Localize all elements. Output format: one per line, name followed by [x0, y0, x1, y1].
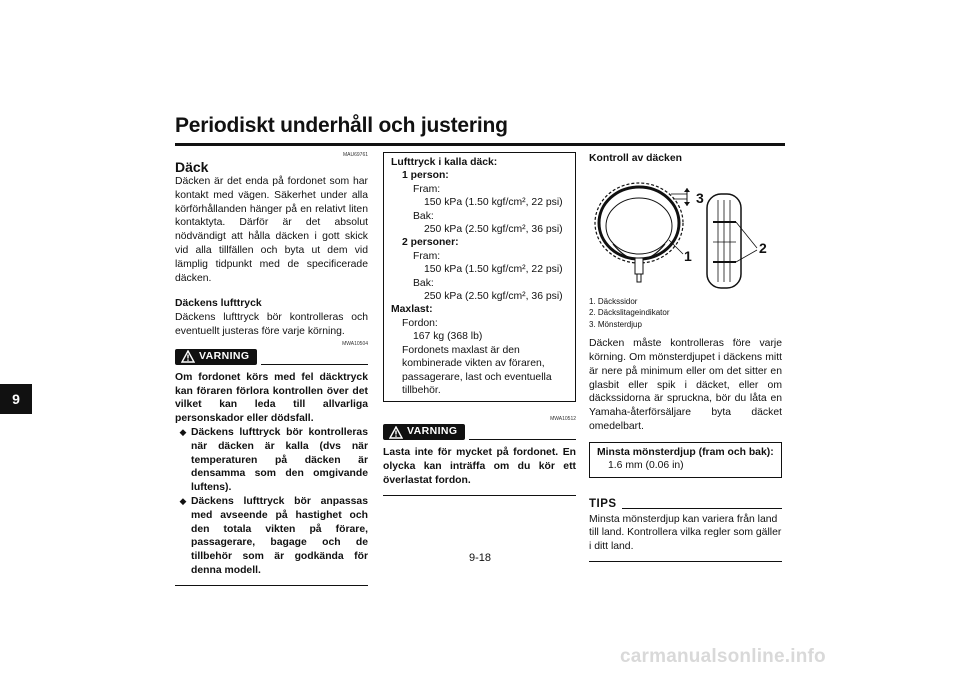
tips-text: Minsta mönsterdjup kan variera från land till land. Kontrollera vilka regler som gäller i ditt land.: [589, 513, 782, 553]
legend-item: 1. Däckssidor: [589, 296, 638, 306]
callout-1: 1: [684, 247, 692, 264]
tire-check-heading: Kontroll av däcken: [589, 153, 682, 164]
rear-value-1: 250 kPa (2.50 kgf/cm², 36 psi): [424, 224, 563, 236]
warning-badge: [175, 349, 257, 365]
figure-legend: [589, 296, 782, 331]
tire-illustration: [589, 166, 782, 292]
warning-badge: [383, 424, 465, 440]
middle-column: [383, 152, 576, 496]
page-number: 9-18: [468, 552, 492, 564]
pressure-paragraph: Däckens lufttryck bör kontrolleras och eventuellt justeras före varje körning.: [175, 312, 368, 337]
page-title: Periodiskt underhåll och justering: [175, 114, 508, 137]
warning-bullet: [175, 495, 368, 578]
section-code: MAU69761: [342, 152, 368, 158]
bullet-text: Däckens lufttryck bör kontrolleras när däcken är kalla (dvs när temperaturen på däcken är densamma som den omgivande luftens).: [191, 426, 368, 494]
warning-header: [383, 423, 576, 441]
warning-label: VARNING: [199, 349, 250, 362]
rear-label: Bak:: [413, 277, 434, 289]
one-person-label: 1 person:: [402, 170, 449, 182]
vehicle-value: 167 kg (368 lb): [413, 331, 483, 343]
legend-item: 2. Däckslitageindikator: [589, 308, 670, 318]
tips-header: [589, 496, 782, 510]
warning-bullet: [175, 426, 368, 495]
bullet-icon: ◆: [179, 495, 187, 506]
warning-end-rule: [175, 585, 368, 586]
rear-label: Bak:: [413, 210, 434, 222]
section-heading: Däck: [175, 159, 209, 175]
two-persons-label: 2 personer:: [402, 237, 459, 249]
rear-value-2: 250 kPa (2.50 kgf/cm², 36 psi): [424, 291, 563, 303]
max-load-label: Maxlast:: [391, 304, 433, 316]
left-column: [175, 152, 368, 586]
intro-paragraph: Däcken är det enda på fordonet som har kontakt med vägen. Säkerhet under alla körförhållanden hänger på en relativt liten kontaktyta. Därför är det absolut nödvändigt att hålla däcken i gott skick vid alla tillfällen och byta ut dem vid lämplig tidpunkt med de specificerade däcken.: [175, 176, 368, 284]
tread-depth-title: Minsta mönsterdjup (fram och bak):: [597, 446, 774, 458]
tread-depth-box: [589, 442, 782, 478]
right-column: [589, 152, 782, 562]
callout-2: 2: [759, 239, 767, 256]
tread-depth-value: 1.6 mm (0.06 in): [608, 460, 684, 472]
warning-triangle-icon: [389, 426, 403, 439]
chapter-tab: 9: [0, 384, 32, 414]
max-load-note: Fordonets maxlast är den kombinerade vikten av föraren, passagerare, last och eventuella tillbehör.: [402, 344, 552, 396]
warning-triangle-icon: [181, 350, 195, 363]
legend-item: 3. Mönsterdjup: [589, 319, 642, 329]
warning-code: MWA10512: [550, 416, 576, 423]
box-title: Lufttryck i kalla däck:: [391, 157, 498, 168]
tire-pressure-box: [383, 152, 576, 402]
tips-rule: [622, 508, 782, 509]
watermark: carmanualsonline.info: [620, 646, 826, 667]
front-label: Fram:: [413, 250, 441, 262]
warning-text: Om fordonet körs med fel däcktryck kan föraren förlora kontrollen över det vilket kan leda till allvarliga personskador eller dödsfall.: [175, 371, 368, 425]
bullet-icon: ◆: [179, 426, 187, 437]
tips-label: TIPS: [589, 497, 617, 510]
vehicle-label: Fordon:: [402, 317, 438, 329]
warning-code: MWA10504: [342, 340, 368, 347]
warning-label: VARNING: [407, 425, 458, 438]
warning-end-rule: [383, 495, 576, 496]
warning-rule: [261, 364, 368, 365]
tire-diagram: [589, 166, 782, 292]
bullet-text: Däckens lufttryck bör anpassas med avseende på hastighet och den totala vikten på förare, passagerare, bagage och de tillbehör som är godkända för denna modell.: [191, 495, 368, 576]
callout-3: 3: [696, 189, 704, 206]
warning-rule: [469, 439, 576, 440]
warning-text: Lasta inte för mycket på fordonet. En olycka kan inträffa om du kör ett överlastat fordon.: [383, 447, 576, 486]
front-label: Fram:: [413, 183, 441, 195]
front-value-1: 150 kPa (1.50 kgf/cm², 22 psi): [424, 197, 563, 209]
front-value-2: 150 kPa (1.50 kgf/cm², 22 psi): [424, 264, 563, 276]
title-rule: [175, 143, 785, 146]
subheading-pressure: Däckens lufttryck: [175, 298, 262, 310]
tire-check-paragraph: Däcken måste kontrolleras före varje körning. Om mönsterdjupet i däckens mitt är nere på minimum eller om det sitter en glasbit eller spik i däcket, eller om däckssidorna är spruckna, bör du låta en Yamaha-återförsäljare byta däcket omedelbart.: [589, 338, 782, 433]
warning-header: [175, 348, 368, 366]
